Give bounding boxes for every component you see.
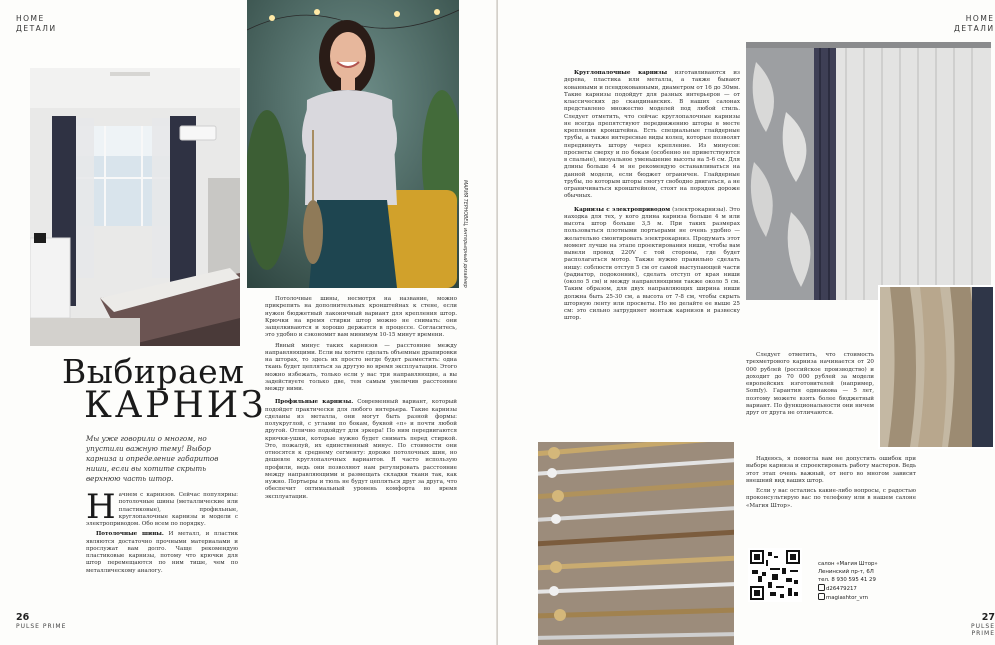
electric-paragraph bbox=[564, 207, 740, 323]
profile-heading: Профильные карнизы. bbox=[275, 399, 354, 406]
headline-line1: Выбираем bbox=[62, 352, 245, 391]
electric-text: (электрокарнизы). Это находка для тех, у кого длина карниза больше 4 м или высота штор больше 3,5 м. При таких размерах пользоваться плотными портьерами не очень удобно — желательно смонтировать электрокарниз. Продумать этот момент лучше на этапе проектирования ниши, чтобы вам вывели провод 220V с той стороны, где будет располагаться мотор. Также нужно правильно сделать нишу: соблюсти отступ 5 см от самой выступающей части (радиатор, подоконник), сделать отступ от края ниши (около 5 см) и между направляющими также около 5 см. Таким образом, для двух направляющих ширина ниши должна быть 25-30 см, а высота от 7-8 см, чтобы скрыть шторную ленту или просветы. Но не делайте ее выше 25 см: это сильно затрудняет монтаж карнизов и развеску штор. bbox=[564, 206, 740, 322]
headline-line2: КАРНИЗ bbox=[84, 385, 267, 426]
section-top: HOME bbox=[16, 14, 45, 23]
contact-address: Ленинский пр-т, 6Л bbox=[818, 569, 874, 575]
drop-cap: Н bbox=[86, 487, 116, 527]
lead-paragraph: Мы уже говорили о многом, но упустили важную тему! Выбор карниза и определение габаритов ниши, если вы хотите скрыть верхнюю часть штор. bbox=[86, 434, 219, 483]
col2-paragraph-3 bbox=[265, 399, 457, 501]
intro-paragraph bbox=[86, 487, 238, 528]
text-column-4 bbox=[746, 352, 874, 420]
text-column-3 bbox=[564, 70, 740, 326]
designer-photo bbox=[247, 0, 459, 288]
folio-right bbox=[946, 612, 995, 637]
text-column-4b bbox=[746, 456, 916, 513]
fabric-photo bbox=[878, 285, 995, 449]
round-rod-paragraph bbox=[564, 70, 740, 201]
instagram-icon bbox=[818, 593, 825, 600]
profile-text: Современный вариант, который подойдет практически для любого интерьера. Такие карнизы сделаны из металла, они могут быть разной формы: полукруглой, с углами по бокам, буквой «п» и почти любой другой. Отлично подойдут для эркера! По ним передвигаются крючки-ушки, которые нужно будет снимать перед стиркой. Это, пожалуй, их единственный минус. По стоимости они относятся к среднему сегменту: дороже потолочных шин, но дешевле круглопалочных вариантов. Я часто использую профили, ведь они позволяют нам регулировать расстояние между направляющими и размещать складки ткани так, как нужно. Портьеры и тюль не будут цепляться друг за друга, что обеспечит оптимальный уровень комфорта во время эксплуатации. bbox=[265, 399, 458, 500]
qr-code bbox=[748, 548, 802, 602]
electric-heading: Карнизы с электроприводом bbox=[574, 206, 671, 213]
contact-block bbox=[818, 560, 878, 602]
section-sub: ДЕТАЛИ bbox=[954, 24, 995, 33]
right-page bbox=[498, 0, 995, 645]
section-sub: ДЕТАЛИ bbox=[16, 24, 57, 33]
ceiling-rail-text: И металл, и пластик являются достаточно прочными материалами и прослужат вам долго. Чаще рекомендую пластиковые карнизы, потому что крючки для штор перемещаются по ним тише, чем по металлическому аналогу. bbox=[86, 531, 239, 574]
handle-2-text: magiashtor_vrn bbox=[826, 595, 869, 601]
text-column-2 bbox=[265, 296, 457, 504]
magazine-name: PULSE PRIME bbox=[971, 623, 995, 637]
col4-paragraph-3: Если у вас остались какие-либо вопросы, с радостью проконсультирую вас по телефону или в нашем салоне «Магия Штор». bbox=[746, 488, 916, 509]
contact-handle-2 bbox=[818, 593, 878, 602]
folio-left bbox=[16, 612, 66, 630]
bedroom-photo bbox=[30, 68, 240, 346]
rods-photo bbox=[538, 442, 734, 645]
section-label bbox=[16, 14, 57, 34]
page-number: 26 bbox=[16, 612, 30, 623]
section-top: HOME bbox=[965, 14, 995, 23]
text-column-1 bbox=[86, 487, 239, 578]
contact-handle-1 bbox=[818, 584, 878, 593]
page-number: 27 bbox=[981, 612, 995, 623]
intro-text: ачнем с карнизов. Сейчас популярны: потолочные шины (металлические или пластиковые), профильные, круглопалочные карнизы и модели с электроприводом. Обо всем по порядку. bbox=[86, 492, 238, 527]
designer-caption: МАРИЯ ТЕРНОВЕЦ, интерьерный дизайнер bbox=[462, 180, 467, 288]
curtain-photo bbox=[746, 42, 991, 300]
ceiling-rail-heading: Потолочные шины. bbox=[96, 531, 164, 538]
col2-paragraph-1: Потолочные шины, несмотря на название, можно прикрепить на дополнительных кронштейнах к стене, если нужен бюджетный лаконичный вариант для крепления штор. Крючки на время стирки штор можно не снимать: они защелкиваются и хорошо держатся в процессе. Согласитесь, это удобно и сэкономит вам минимум 10-15 минут времени. bbox=[265, 296, 457, 339]
handle-1-text: d26479217 bbox=[826, 586, 857, 592]
section-label bbox=[954, 14, 995, 34]
left-page bbox=[0, 0, 497, 645]
magazine-name: PULSE PRIME bbox=[16, 623, 67, 630]
col2-paragraph-2: Явный минус таких карнизов — расстояние между направляющими. Если вы хотите сделать объемные драпировки на шторах, то здесь их просто негде будет разместить: одна ткань будет цепляться за другую во время эксплуатации. Этого можно избежать, только если у вас три направляющие, а вы задействуете только две, тем самым увеличив расстояние между ними. bbox=[265, 342, 457, 392]
instagram-icon bbox=[818, 584, 825, 591]
round-rod-heading: Круглопалочные карнизы bbox=[574, 70, 668, 76]
round-rod-text: изготавливаются из дерева, пластика или металла, а также бывают кованными и псевдокованными, диаметром от 16 до 30мм. Такие карнизы подойдут для разных интерьеров — от классических до скандинавских. В наших салонах представлено множество моделей под любой стиль. Следует отметить, что сейчас круглопалочные карнизы не всегда препятствуют передвижению шторы в месте крепления кронштейна. Есть специальные глайдерные трубы, а также интересные виды колец, которые позволят передвинуть штору через крепление. Из минусов: просветы сверху и по бокам (особенно не приветствуются в спальне), визуальное уменьшение высоты на 5-6 см. Для длины больше 4 м не рекомендую останавливаться на данной модели, если бюджет ограничен. Глайдерные трубы, по которым шторы смогут свободно двигаться, а не ограничиваться кронштейном, стоят на порядок дороже обычных. bbox=[564, 70, 740, 200]
ceiling-rail-paragraph bbox=[86, 531, 238, 575]
contact-phone: тел. 8 930 595 41 29 bbox=[818, 577, 876, 583]
contact-salon: салон «Магия Штор» bbox=[818, 561, 878, 567]
col4-paragraph-2: Надеюсь, я помогла вам не допустить ошибок при выборе карниза и спроектировать работу мастеров. Ведь этот этап очень важный, от него во многом зависит внешний вид ваших штор. bbox=[746, 456, 916, 484]
col4-paragraph-1: Следует отметить, что стоимость трехметрового карниза начинается от 20 000 рублей (российское производство) и доходит до 70 000 рублей за модели европейских изготовителей (например, Somfy). Гарантия одинакова — 5 лет, поэтому можете взять более бюджетный вариант. По функциональности они ничем друг от друга не отличаются. bbox=[746, 352, 874, 416]
